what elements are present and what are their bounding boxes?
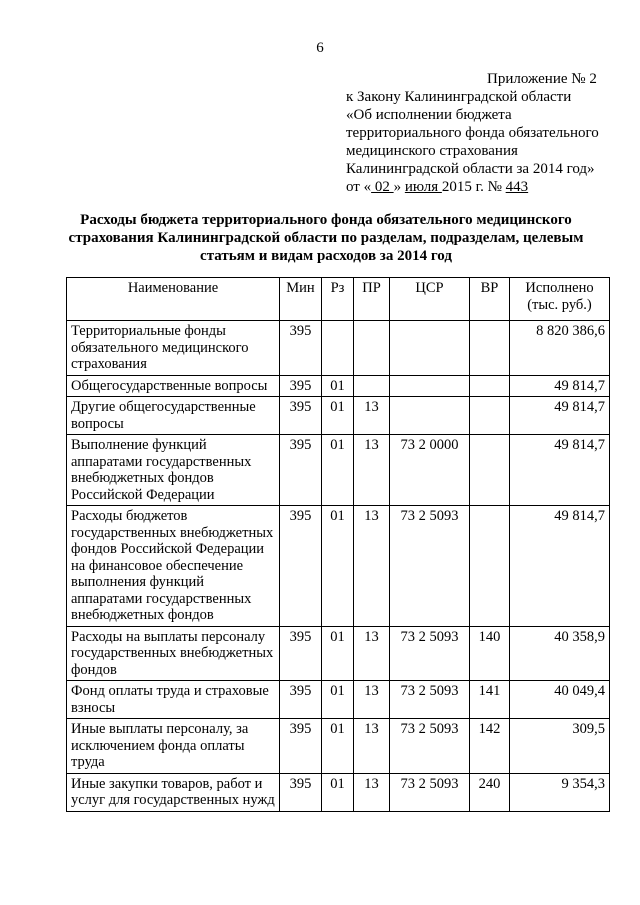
header-rz: Рз xyxy=(322,278,354,321)
row-executed: 9 354,3 xyxy=(510,773,610,811)
row-pr: 13 xyxy=(354,435,390,506)
row-min: 395 xyxy=(280,681,322,719)
row-vr xyxy=(470,506,510,627)
law-number: 443 xyxy=(505,179,529,195)
row-vr: 141 xyxy=(470,681,510,719)
row-min: 395 xyxy=(280,773,322,811)
date-month: июля xyxy=(404,179,442,195)
row-executed: 309,5 xyxy=(510,719,610,774)
table-header-row xyxy=(67,278,610,321)
row-rz: 01 xyxy=(322,719,354,774)
row-name: Расходы бюджетов государственных внебюджетных фондов Российской Федерации на финансовое обеспечение выполнения функций аппаратами государственных внебюджетных фондов xyxy=(67,506,280,627)
row-vr xyxy=(470,321,510,376)
row-executed: 49 814,7 xyxy=(510,435,610,506)
row-rz: 01 xyxy=(322,375,354,397)
row-pr: 13 xyxy=(354,626,390,681)
row-name: Территориальные фонды обязательного медицинского страхования xyxy=(67,321,280,376)
row-rz: 01 xyxy=(322,773,354,811)
row-pr: 13 xyxy=(354,773,390,811)
row-min: 395 xyxy=(280,719,322,774)
row-rz: 01 xyxy=(322,626,354,681)
table-row xyxy=(67,397,610,435)
date-separator: » xyxy=(393,179,405,195)
row-executed: 8 820 386,6 xyxy=(510,321,610,376)
appendix-title: Приложение № 2 xyxy=(487,71,597,87)
header-executed: Исполнено (тыс. руб.) xyxy=(510,278,610,321)
header-csr: ЦСР xyxy=(390,278,470,321)
row-min: 395 xyxy=(280,321,322,376)
appendix-line-4: территориального фонда обязательного xyxy=(346,125,599,141)
row-csr xyxy=(390,321,470,376)
row-min: 395 xyxy=(280,626,322,681)
header-vr: ВР xyxy=(470,278,510,321)
row-pr: 13 xyxy=(354,506,390,627)
appendix-line-3: «Об исполнении бюджета xyxy=(346,107,512,123)
row-csr xyxy=(390,375,470,397)
row-rz: 01 xyxy=(322,397,354,435)
row-name: Иные выплаты персоналу, за исключением фонда оплаты труда xyxy=(67,719,280,774)
header-pr: ПР xyxy=(354,278,390,321)
row-min: 395 xyxy=(280,397,322,435)
table-row xyxy=(67,435,610,506)
row-pr xyxy=(354,375,390,397)
row-rz: 01 xyxy=(322,506,354,627)
row-executed: 40 049,4 xyxy=(510,681,610,719)
row-vr: 240 xyxy=(470,773,510,811)
row-csr: 73 2 5093 xyxy=(390,626,470,681)
table-row xyxy=(67,773,610,811)
page-number: 6 xyxy=(316,40,324,56)
table-row xyxy=(67,375,610,397)
table-row xyxy=(67,626,610,681)
table-row xyxy=(67,681,610,719)
appendix-law-line: к Закону Калининградской области xyxy=(346,89,572,105)
row-executed: 49 814,7 xyxy=(510,375,610,397)
row-name: Иные закупки товаров, работ и услуг для государственных нужд xyxy=(67,773,280,811)
row-csr: 73 2 0000 xyxy=(390,435,470,506)
row-csr: 73 2 5093 xyxy=(390,681,470,719)
table-row xyxy=(67,719,610,774)
header-min: Мин xyxy=(280,278,322,321)
appendix-line-5: медицинского страхования xyxy=(346,143,518,159)
appendix-date-line xyxy=(346,178,626,196)
row-vr xyxy=(470,375,510,397)
row-pr xyxy=(354,321,390,376)
date-year: 2015 г. № xyxy=(441,179,506,195)
row-min: 395 xyxy=(280,375,322,397)
date-prefix: от « xyxy=(346,179,372,195)
row-min: 395 xyxy=(280,506,322,627)
row-pr: 13 xyxy=(354,397,390,435)
appendix-block xyxy=(346,70,626,196)
row-csr: 73 2 5093 xyxy=(390,773,470,811)
row-vr xyxy=(470,435,510,506)
header-name: Наименование xyxy=(67,278,280,321)
row-name: Фонд оплаты труда и страховые взносы xyxy=(67,681,280,719)
row-csr: 73 2 5093 xyxy=(390,506,470,627)
expenses-table xyxy=(66,277,610,812)
row-vr: 142 xyxy=(470,719,510,774)
row-pr: 13 xyxy=(354,681,390,719)
date-day: 02 xyxy=(371,179,394,195)
row-name: Расходы на выплаты персоналу государственных внебюджетных фондов xyxy=(67,626,280,681)
appendix-line-6: Калининградской области за 2014 год» xyxy=(346,161,595,177)
table-row xyxy=(67,506,610,627)
row-executed: 40 358,9 xyxy=(510,626,610,681)
row-executed: 49 814,7 xyxy=(510,506,610,627)
row-csr xyxy=(390,397,470,435)
row-csr: 73 2 5093 xyxy=(390,719,470,774)
row-rz: 01 xyxy=(322,435,354,506)
row-pr: 13 xyxy=(354,719,390,774)
row-vr xyxy=(470,397,510,435)
row-name: Общегосударственные вопросы xyxy=(67,375,280,397)
row-rz xyxy=(322,321,354,376)
row-rz: 01 xyxy=(322,681,354,719)
table-row xyxy=(67,321,610,376)
row-vr: 140 xyxy=(470,626,510,681)
row-min: 395 xyxy=(280,435,322,506)
row-name: Другие общегосударственные вопросы xyxy=(67,397,280,435)
row-name: Выполнение функций аппаратами государственных внебюджетных фондов Российской Федерации xyxy=(67,435,280,506)
row-executed: 49 814,7 xyxy=(510,397,610,435)
document-title: Расходы бюджета территориального фонда обязательного медицинского страхования Калининградской области по разделам, подразделам, целевым статьям и видам расходов за 2014 год xyxy=(68,212,584,264)
